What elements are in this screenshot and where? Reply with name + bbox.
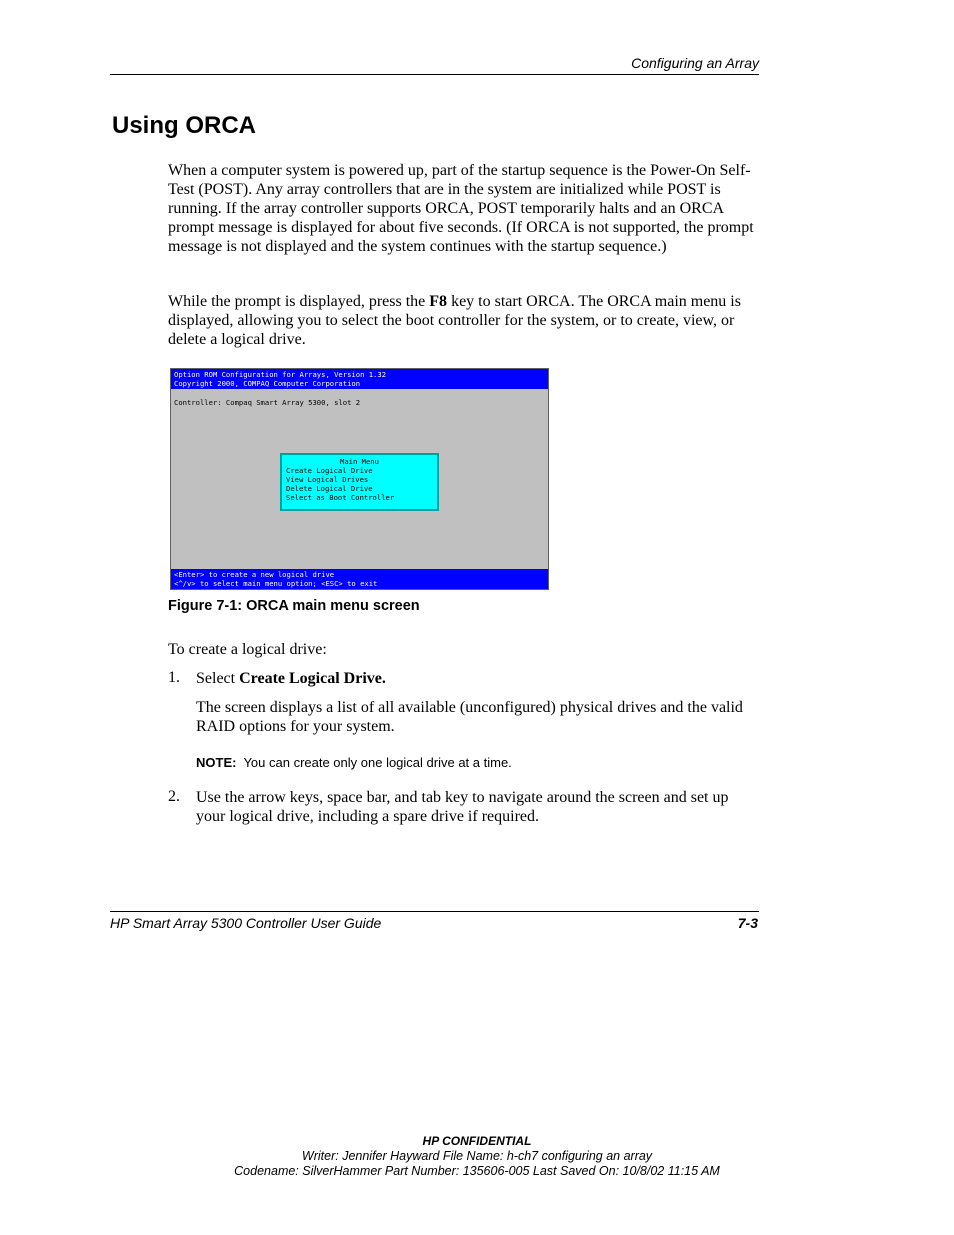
paragraph-f8-end: key to start ORCA. The ORCA main menu is displayed, allowing you to select the boot controller for the system, or to create, view, or delete a logical drive. — [168, 293, 741, 348]
orca-menu-title: Main Menu — [340, 457, 379, 466]
step-1-number: 1. — [168, 669, 180, 686]
paragraph-f8-start: While the prompt is displayed, press the — [168, 293, 430, 310]
paragraph-post: When a computer system is powered up, part of the startup sequence is the Power-On Self-Test (POST). Any array controllers that are in the system are initialized while POST is running. If the array controller supports ORCA, POST temporarily halts and an ORCA prompt message is displayed for about five seconds. (If ORCA is not supported, the prompt message is not displayed and the system continues with the startup sequence.) — [168, 162, 754, 255]
note-text: You can create only one logical drive at a time. — [236, 755, 512, 770]
step-1-detail: The screen displays a list of all available (unconfigured) physical drives and the valid RAID options for your system. — [196, 699, 743, 735]
paragraph-f8 — [168, 292, 760, 349]
footer-page-number: 7-3 — [737, 915, 758, 931]
orca-menu-item-create: Create Logical Drive — [286, 466, 373, 475]
orca-title-line1: Option ROM Configuration for Arrays, Version 1.32 — [174, 370, 387, 379]
steps-intro: To create a logical drive: — [168, 641, 327, 658]
figure-caption: Figure 7-1: ORCA main menu screen — [168, 598, 420, 614]
note — [196, 755, 512, 770]
step-1-bold: Create Logical Drive. — [239, 670, 386, 687]
step-1-lead: Select — [196, 670, 240, 687]
orca-help-line1: <Enter> to create a new logical drive — [174, 570, 335, 579]
footer-rule — [110, 911, 759, 912]
orca-help-bar — [171, 569, 548, 589]
orca-title-line2: Copyright 2000, COMPAQ Computer Corporation — [174, 379, 361, 388]
orca-controller-line: Controller: Compaq Smart Array 5300, slot 2 — [174, 398, 361, 407]
step-1-text — [196, 669, 761, 688]
orca-title-bar — [171, 369, 548, 389]
running-header: Configuring an Array — [631, 55, 759, 71]
orca-menu-item-delete: Delete Logical Drive — [286, 484, 373, 493]
orca-menu-item-boot: Select as Boot Controller — [286, 493, 395, 502]
orca-main-menu — [280, 453, 439, 511]
footer-guide-title: HP Smart Array 5300 Controller User Guide — [110, 915, 382, 931]
confidential-writer: Writer: Jennifer Hayward File Name: h-ch7 configuring an array — [301, 1149, 653, 1163]
confidential-codename: Codename: SilverHammer Part Number: 135606-005 Last Saved On: 10/8/02 11:15 AM — [234, 1164, 720, 1178]
step-2-text: Use the arrow keys, space bar, and tab key to navigate around the screen and set up your logical drive, including a spare drive if required. — [196, 789, 729, 825]
orca-screenshot — [170, 368, 549, 590]
note-label: NOTE: — [196, 755, 237, 770]
orca-help-line2: <^/v> to select main menu option; <ESC> to exit — [174, 579, 378, 588]
orca-menu-item-view: View Logical Drives — [286, 475, 369, 484]
header-rule — [110, 74, 759, 75]
f8-key: F8 — [429, 293, 448, 310]
confidential-title: HP CONFIDENTIAL — [422, 1134, 532, 1148]
section-heading: Using ORCA — [112, 112, 256, 139]
step-2-number: 2. — [168, 788, 180, 805]
